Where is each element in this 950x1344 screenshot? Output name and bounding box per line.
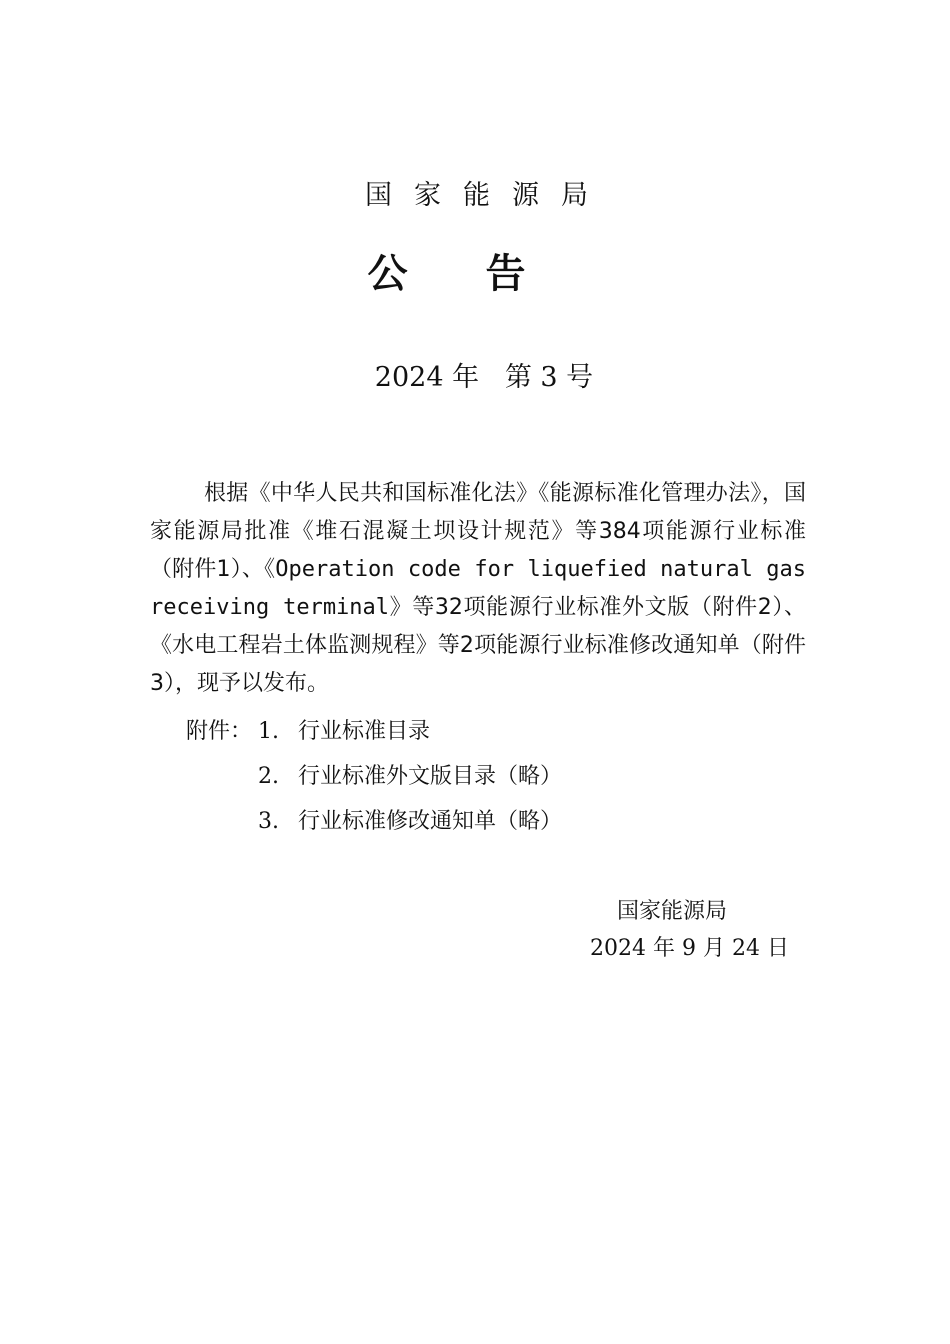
attachment-title: 行业标准目录 <box>298 719 431 744</box>
document-type: 公告 <box>367 251 604 297</box>
body-text-part-1: 根据《中华人民共和国标准化法》《能源标准化管理办法》，国家能源局批准《堆石混凝土坝设计规范》等384项能源行业标准（附件1）、《 <box>150 481 806 582</box>
attachment-number: 2. <box>258 764 279 789</box>
announcement-body <box>150 475 806 703</box>
attachment-number: 3. <box>258 809 279 834</box>
agency-title: 国家能源局 <box>365 180 610 211</box>
signature-organization: 国家能源局 <box>617 899 728 924</box>
signature-date: 2024 年 9 月 24 日 <box>590 936 789 961</box>
english-standard-title: Operation code for liquefied natural gas receiving terminal <box>150 557 806 620</box>
body-text-part-2: 》等32项能源行业标准外文版（附件2）、《水电工程岩土体监测规程》等2项能源行业标准修改通知单（附件3），现予以发布。 <box>150 595 806 696</box>
attachments-label: 附件： <box>186 719 253 744</box>
attachments-list <box>258 712 562 847</box>
attachment-item <box>258 757 562 802</box>
attachment-number: 1. <box>258 719 279 744</box>
attachment-item <box>258 712 562 757</box>
attachment-item <box>258 802 562 847</box>
document-number: 2024 年 第 3 号 <box>374 362 594 393</box>
attachment-title: 行业标准修改通知单（略） <box>298 809 563 834</box>
attachment-title: 行业标准外文版目录（略） <box>298 764 563 789</box>
